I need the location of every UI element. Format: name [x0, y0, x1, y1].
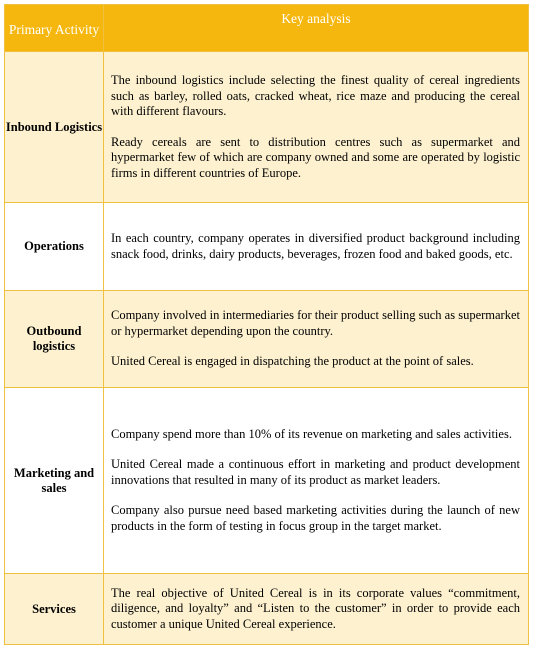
analysis-paragraph: In each country, company operates in diversified product background including snack food, drinks, dairy products, beverages, frozen food and baked goods, etc.: [111, 231, 520, 261]
activity-cell: Services: [5, 574, 104, 645]
activity-cell: Marketing and sales: [5, 388, 104, 574]
analysis-paragraph: The inbound logistics include selecting the finest quality of cereal ingredients such as barley, rolled oats, cracked wheat, rice maze and producing the cereal with different flavours.: [111, 73, 520, 118]
analysis-paragraph: Company involved in intermediaries for their product selling such as supermarket or hypermarket depending upon the country.: [111, 308, 520, 338]
value-chain-table-wrapper: [4, 4, 528, 645]
analysis-cell: [104, 388, 529, 574]
table-row: [5, 203, 529, 291]
analysis-paragraph: United Cereal is engaged in dispatching the product at the point of sales.: [111, 354, 474, 369]
analysis-cell: [104, 52, 529, 203]
table-row: [5, 52, 529, 203]
header-primary-activity: Primary Activity: [5, 5, 104, 52]
analysis-cell: [104, 203, 529, 291]
table-row: [5, 291, 529, 388]
analysis-paragraph: Company spend more than 10% of its revenue on marketing and sales activities.: [111, 426, 512, 441]
header-row: [5, 5, 529, 52]
analysis-paragraph: Ready cereals are sent to distribution centres such as supermarket and hypermarket few of which are company owned and some are operated by logistic firms in different countries of Europe.: [111, 134, 520, 180]
analysis-paragraph: The real objective of United Cereal is in its corporate values “commitment, diligence, and loyalty” and “Listen to the customer” in order to provide each customer a unique United Cereal experience.: [111, 585, 520, 631]
activity-cell: Inbound Logistics: [5, 52, 104, 203]
activity-cell: Operations: [5, 203, 104, 291]
header-key-analysis: Key analysis: [104, 5, 529, 52]
value-chain-table: [4, 4, 529, 645]
analysis-paragraph: United Cereal made a continuous effort in marketing and product development innovations that resulted in many of its product as market leaders.: [111, 457, 520, 487]
analysis-cell: [104, 291, 529, 388]
table-row: [5, 388, 529, 574]
analysis-paragraph: Company also pursue need based marketing activities during the launch of new products in the form of testing in focus group in the target market.: [111, 503, 520, 533]
activity-cell: Outbound logistics: [5, 291, 104, 388]
